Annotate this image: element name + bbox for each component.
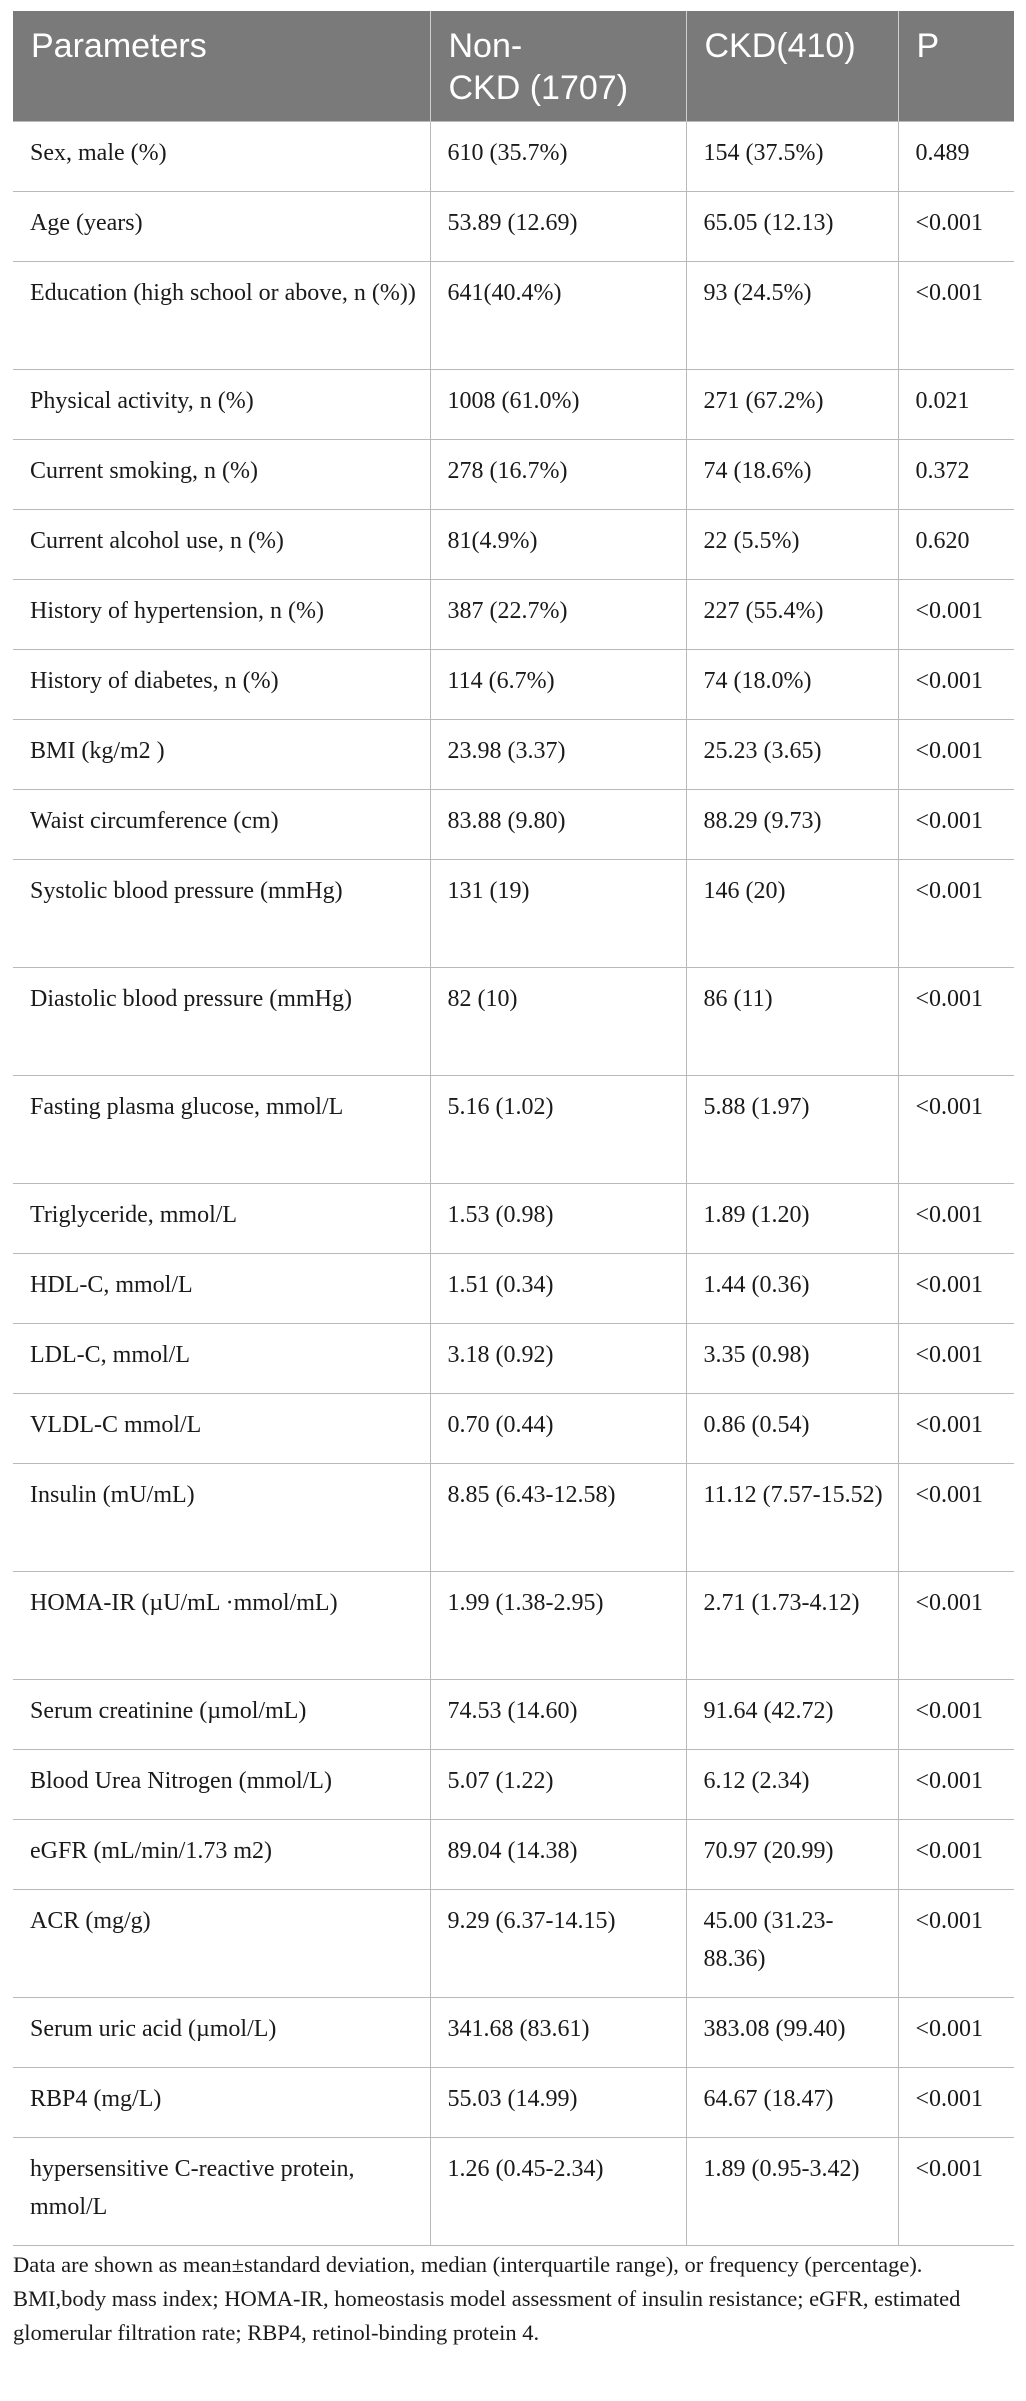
cell-non-ckd: 53.89 (12.69): [430, 192, 686, 262]
cell-p-value: <0.001: [898, 1890, 1014, 1998]
cell-p-value: <0.001: [898, 650, 1014, 720]
cell-ckd: 5.88 (1.97): [686, 1076, 898, 1184]
table-row: [13, 720, 1014, 790]
cell-non-ckd: 83.88 (9.80): [430, 790, 686, 860]
cell-p-value: 0.372: [898, 440, 1014, 510]
cell-p-value: <0.001: [898, 1254, 1014, 1324]
cell-ckd: 2.71 (1.73-4.12): [686, 1572, 898, 1680]
cell-non-ckd: 3.18 (0.92): [430, 1324, 686, 1394]
cell-parameter: Current smoking, n (%): [13, 440, 430, 510]
cell-p-value: <0.001: [898, 2138, 1014, 2246]
cell-non-ckd: 0.70 (0.44): [430, 1394, 686, 1464]
table-row: [13, 440, 1014, 510]
cell-p-value: <0.001: [898, 1394, 1014, 1464]
cell-parameter: BMI (kg/m2 ): [13, 720, 430, 790]
cell-parameter: hypersensitive C-reactive protein, mmol/L: [13, 2138, 430, 2246]
cell-ckd: 70.97 (20.99): [686, 1820, 898, 1890]
cell-parameter: Fasting plasma glucose, mmol/L: [13, 1076, 430, 1184]
cell-ckd: 91.64 (42.72): [686, 1680, 898, 1750]
cell-ckd: 74 (18.6%): [686, 440, 898, 510]
cell-parameter: ACR (mg/g): [13, 1890, 430, 1998]
cell-ckd: 3.35 (0.98): [686, 1324, 898, 1394]
table-row: [13, 1750, 1014, 1820]
table-row: [13, 1254, 1014, 1324]
cell-ckd: 65.05 (12.13): [686, 192, 898, 262]
table-row: [13, 192, 1014, 262]
cell-p-value: <0.001: [898, 720, 1014, 790]
cell-ckd: 1.44 (0.36): [686, 1254, 898, 1324]
cell-non-ckd: 89.04 (14.38): [430, 1820, 686, 1890]
header-parameters: Parameters: [13, 11, 430, 122]
table-row: [13, 122, 1014, 192]
table-row: [13, 1076, 1014, 1184]
cell-ckd: 1.89 (0.95-3.42): [686, 2138, 898, 2246]
cell-non-ckd: 8.85 (6.43-12.58): [430, 1464, 686, 1572]
cell-parameter: Triglyceride, mmol/L: [13, 1184, 430, 1254]
cell-non-ckd: 74.53 (14.60): [430, 1680, 686, 1750]
table-header-row: [13, 11, 1014, 122]
cell-ckd: 146 (20): [686, 860, 898, 968]
cell-ckd: 74 (18.0%): [686, 650, 898, 720]
cell-non-ckd: 641(40.4%): [430, 262, 686, 370]
header-non-ckd: [430, 11, 686, 122]
cell-p-value: <0.001: [898, 262, 1014, 370]
cell-parameter: eGFR (mL/min/1.73 m2): [13, 1820, 430, 1890]
cell-parameter: History of diabetes, n (%): [13, 650, 430, 720]
table-row: [13, 1184, 1014, 1254]
table-row: [13, 1680, 1014, 1750]
table-row: [13, 2068, 1014, 2138]
table-row: [13, 1394, 1014, 1464]
table-row: [13, 1820, 1014, 1890]
cell-non-ckd: 1.53 (0.98): [430, 1184, 686, 1254]
cell-p-value: <0.001: [898, 1324, 1014, 1394]
cell-p-value: <0.001: [898, 1464, 1014, 1572]
table-row: [13, 968, 1014, 1076]
cell-ckd: 1.89 (1.20): [686, 1184, 898, 1254]
table-footnotes: [13, 2248, 1014, 2350]
cell-p-value: <0.001: [898, 2068, 1014, 2138]
header-non-ckd-label: Non- CKD (1707): [448, 27, 629, 107]
cell-p-value: 0.489: [898, 122, 1014, 192]
table-row: [13, 1464, 1014, 1572]
cell-non-ckd: 23.98 (3.37): [430, 720, 686, 790]
cell-ckd: 93 (24.5%): [686, 262, 898, 370]
cell-p-value: <0.001: [898, 580, 1014, 650]
cell-p-value: <0.001: [898, 968, 1014, 1076]
cell-p-value: <0.001: [898, 1572, 1014, 1680]
cell-p-value: <0.001: [898, 192, 1014, 262]
header-p-value: P: [898, 11, 1014, 122]
table-row: [13, 1890, 1014, 1998]
data-table-container: [13, 11, 1014, 2246]
cell-p-value: <0.001: [898, 1750, 1014, 1820]
cell-non-ckd: 9.29 (6.37-14.15): [430, 1890, 686, 1998]
cell-p-value: <0.001: [898, 1820, 1014, 1890]
cell-parameter: Waist circumference (cm): [13, 790, 430, 860]
cell-non-ckd: 114 (6.7%): [430, 650, 686, 720]
cell-ckd: 154 (37.5%): [686, 122, 898, 192]
table-row: [13, 2138, 1014, 2246]
cell-p-value: <0.001: [898, 1184, 1014, 1254]
cell-parameter: Systolic blood pressure (mmHg): [13, 860, 430, 968]
cell-parameter: Insulin (mU/mL): [13, 1464, 430, 1572]
cell-p-value: 0.021: [898, 370, 1014, 440]
cell-ckd: 271 (67.2%): [686, 370, 898, 440]
cell-ckd: 227 (55.4%): [686, 580, 898, 650]
cell-parameter: VLDL-C mmol/L: [13, 1394, 430, 1464]
cell-parameter: Serum uric acid (µmol/L): [13, 1998, 430, 2068]
table-row: [13, 262, 1014, 370]
cell-parameter: Education (high school or above, n (%)): [13, 262, 430, 370]
cell-non-ckd: 131 (19): [430, 860, 686, 968]
cell-p-value: 0.620: [898, 510, 1014, 580]
table-row: [13, 1572, 1014, 1680]
cell-ckd: 22 (5.5%): [686, 510, 898, 580]
cell-non-ckd: 1.26 (0.45-2.34): [430, 2138, 686, 2246]
cell-non-ckd: 278 (16.7%): [430, 440, 686, 510]
cell-non-ckd: 1.99 (1.38-2.95): [430, 1572, 686, 1680]
cell-parameter: Physical activity, n (%): [13, 370, 430, 440]
table-row: [13, 790, 1014, 860]
cell-non-ckd: 5.16 (1.02): [430, 1076, 686, 1184]
cell-ckd: 11.12 (7.57-15.52): [686, 1464, 898, 1572]
cell-non-ckd: 82 (10): [430, 968, 686, 1076]
cell-non-ckd: 55.03 (14.99): [430, 2068, 686, 2138]
cell-parameter: LDL-C, mmol/L: [13, 1324, 430, 1394]
cell-parameter: Current alcohol use, n (%): [13, 510, 430, 580]
table-row: [13, 370, 1014, 440]
clinical-characteristics-table: [13, 11, 1014, 2246]
cell-parameter: Diastolic blood pressure (mmHg): [13, 968, 430, 1076]
cell-ckd: 86 (11): [686, 968, 898, 1076]
table-row: [13, 650, 1014, 720]
cell-non-ckd: 387 (22.7%): [430, 580, 686, 650]
cell-parameter: HOMA-IR (µU/mL ·mmol/mL): [13, 1572, 430, 1680]
cell-ckd: 45.00 (31.23-88.36): [686, 1890, 898, 1998]
cell-non-ckd: 341.68 (83.61): [430, 1998, 686, 2068]
table-row: [13, 1998, 1014, 2068]
cell-ckd: 25.23 (3.65): [686, 720, 898, 790]
cell-parameter: History of hypertension, n (%): [13, 580, 430, 650]
cell-ckd: 0.86 (0.54): [686, 1394, 898, 1464]
cell-p-value: <0.001: [898, 1998, 1014, 2068]
table-body: [13, 122, 1014, 2246]
cell-non-ckd: 1.51 (0.34): [430, 1254, 686, 1324]
cell-non-ckd: 5.07 (1.22): [430, 1750, 686, 1820]
table-row: [13, 510, 1014, 580]
cell-non-ckd: 81(4.9%): [430, 510, 686, 580]
cell-parameter: Sex, male (%): [13, 122, 430, 192]
cell-parameter: Serum creatinine (µmol/mL): [13, 1680, 430, 1750]
cell-non-ckd: 1008 (61.0%): [430, 370, 686, 440]
table-row: [13, 860, 1014, 968]
cell-p-value: <0.001: [898, 1680, 1014, 1750]
cell-parameter: HDL-C, mmol/L: [13, 1254, 430, 1324]
cell-ckd: 88.29 (9.73): [686, 790, 898, 860]
table-row: [13, 1324, 1014, 1394]
header-ckd: CKD(410): [686, 11, 898, 122]
footnote-data-description: Data are shown as mean±standard deviation, median (interquartile range), or frequency (percentage).: [13, 2252, 923, 2277]
cell-non-ckd: 610 (35.7%): [430, 122, 686, 192]
cell-parameter: RBP4 (mg/L): [13, 2068, 430, 2138]
cell-p-value: <0.001: [898, 860, 1014, 968]
cell-ckd: 383.08 (99.40): [686, 1998, 898, 2068]
cell-parameter: Blood Urea Nitrogen (mmol/L): [13, 1750, 430, 1820]
cell-ckd: 64.67 (18.47): [686, 2068, 898, 2138]
cell-parameter: Age (years): [13, 192, 430, 262]
cell-ckd: 6.12 (2.34): [686, 1750, 898, 1820]
table-row: [13, 580, 1014, 650]
footnote-abbreviations: BMI,body mass index; HOMA-IR, homeostasis model assessment of insulin resistance; eGFR, estimated glomerular filtration rate; RBP4, retinol-binding protein 4.: [13, 2286, 961, 2345]
cell-p-value: <0.001: [898, 1076, 1014, 1184]
cell-p-value: <0.001: [898, 790, 1014, 860]
